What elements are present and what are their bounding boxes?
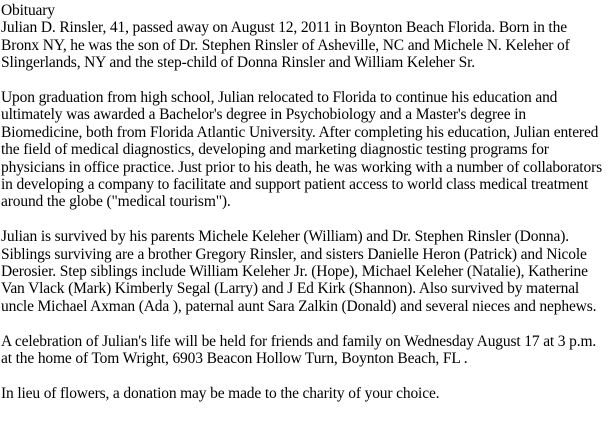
document-title: Obituary	[1, 2, 55, 19]
paragraph-gap	[1, 315, 606, 332]
paragraph-celebration: A celebration of Julian's life will be held for friends and family on Wednesday August 17 at 3 p.m. at the home of Tom Wright, 6903 Beacon Hollow Turn, Boynton Beach, FL .	[1, 332, 597, 368]
paragraph-gap	[1, 72, 606, 89]
paragraph-education-career: Upon graduation from high school, Julian relocated to Florida to continue his education and ultimately was awarded a Bachelor's degree in Psychobiology and a Master's degree in Biomedicine, both from Florida Atlantic University. After completing his education, Julian entered the field of medical diagnostics, developing and marketing diagnostic testing programs for physicians in office practice. Just prior to his death, he was working with a number of collaborators in developing a company to facilitate and support patient access to world class medical treatment around the globe ("medical tourism").	[1, 89, 602, 211]
paragraph-gap	[1, 211, 606, 228]
paragraph-intro: Julian D. Rinsler, 41, passed away on August 12, 2011 in Boynton Beach Florida. Born in the Bronx NY, he was the son of Dr. Stephen Rinsler of Asheville, NC and Michele N. Keleher of Slingerlands, NY and the step-child of Donna Rinsler and William Keleher Sr.	[1, 19, 570, 72]
paragraph-donation: In lieu of flowers, a donation may be made to the charity of your choice.	[1, 384, 440, 402]
paragraph-survivors: Julian is survived by his parents Michele Keleher (William) and Dr. Stephen Rinsler (Donna). Siblings surviving are a brother Gregory Rinsler, and sisters Danielle Heron (Patrick) and Nicole Derosier. Step siblings include William Keleher Jr. (Hope), Michael Keleher (Natalie), Katherine Van Vlack (Mark) Kimberly Segal (Larry) and J Ed Kirk (Shannon). Also survived by maternal uncle Michael Axman (Ada ), paternal aunt Sara Zalkin (Donald) and several nieces and nephews.	[1, 228, 597, 315]
paragraph-gap	[1, 367, 606, 384]
